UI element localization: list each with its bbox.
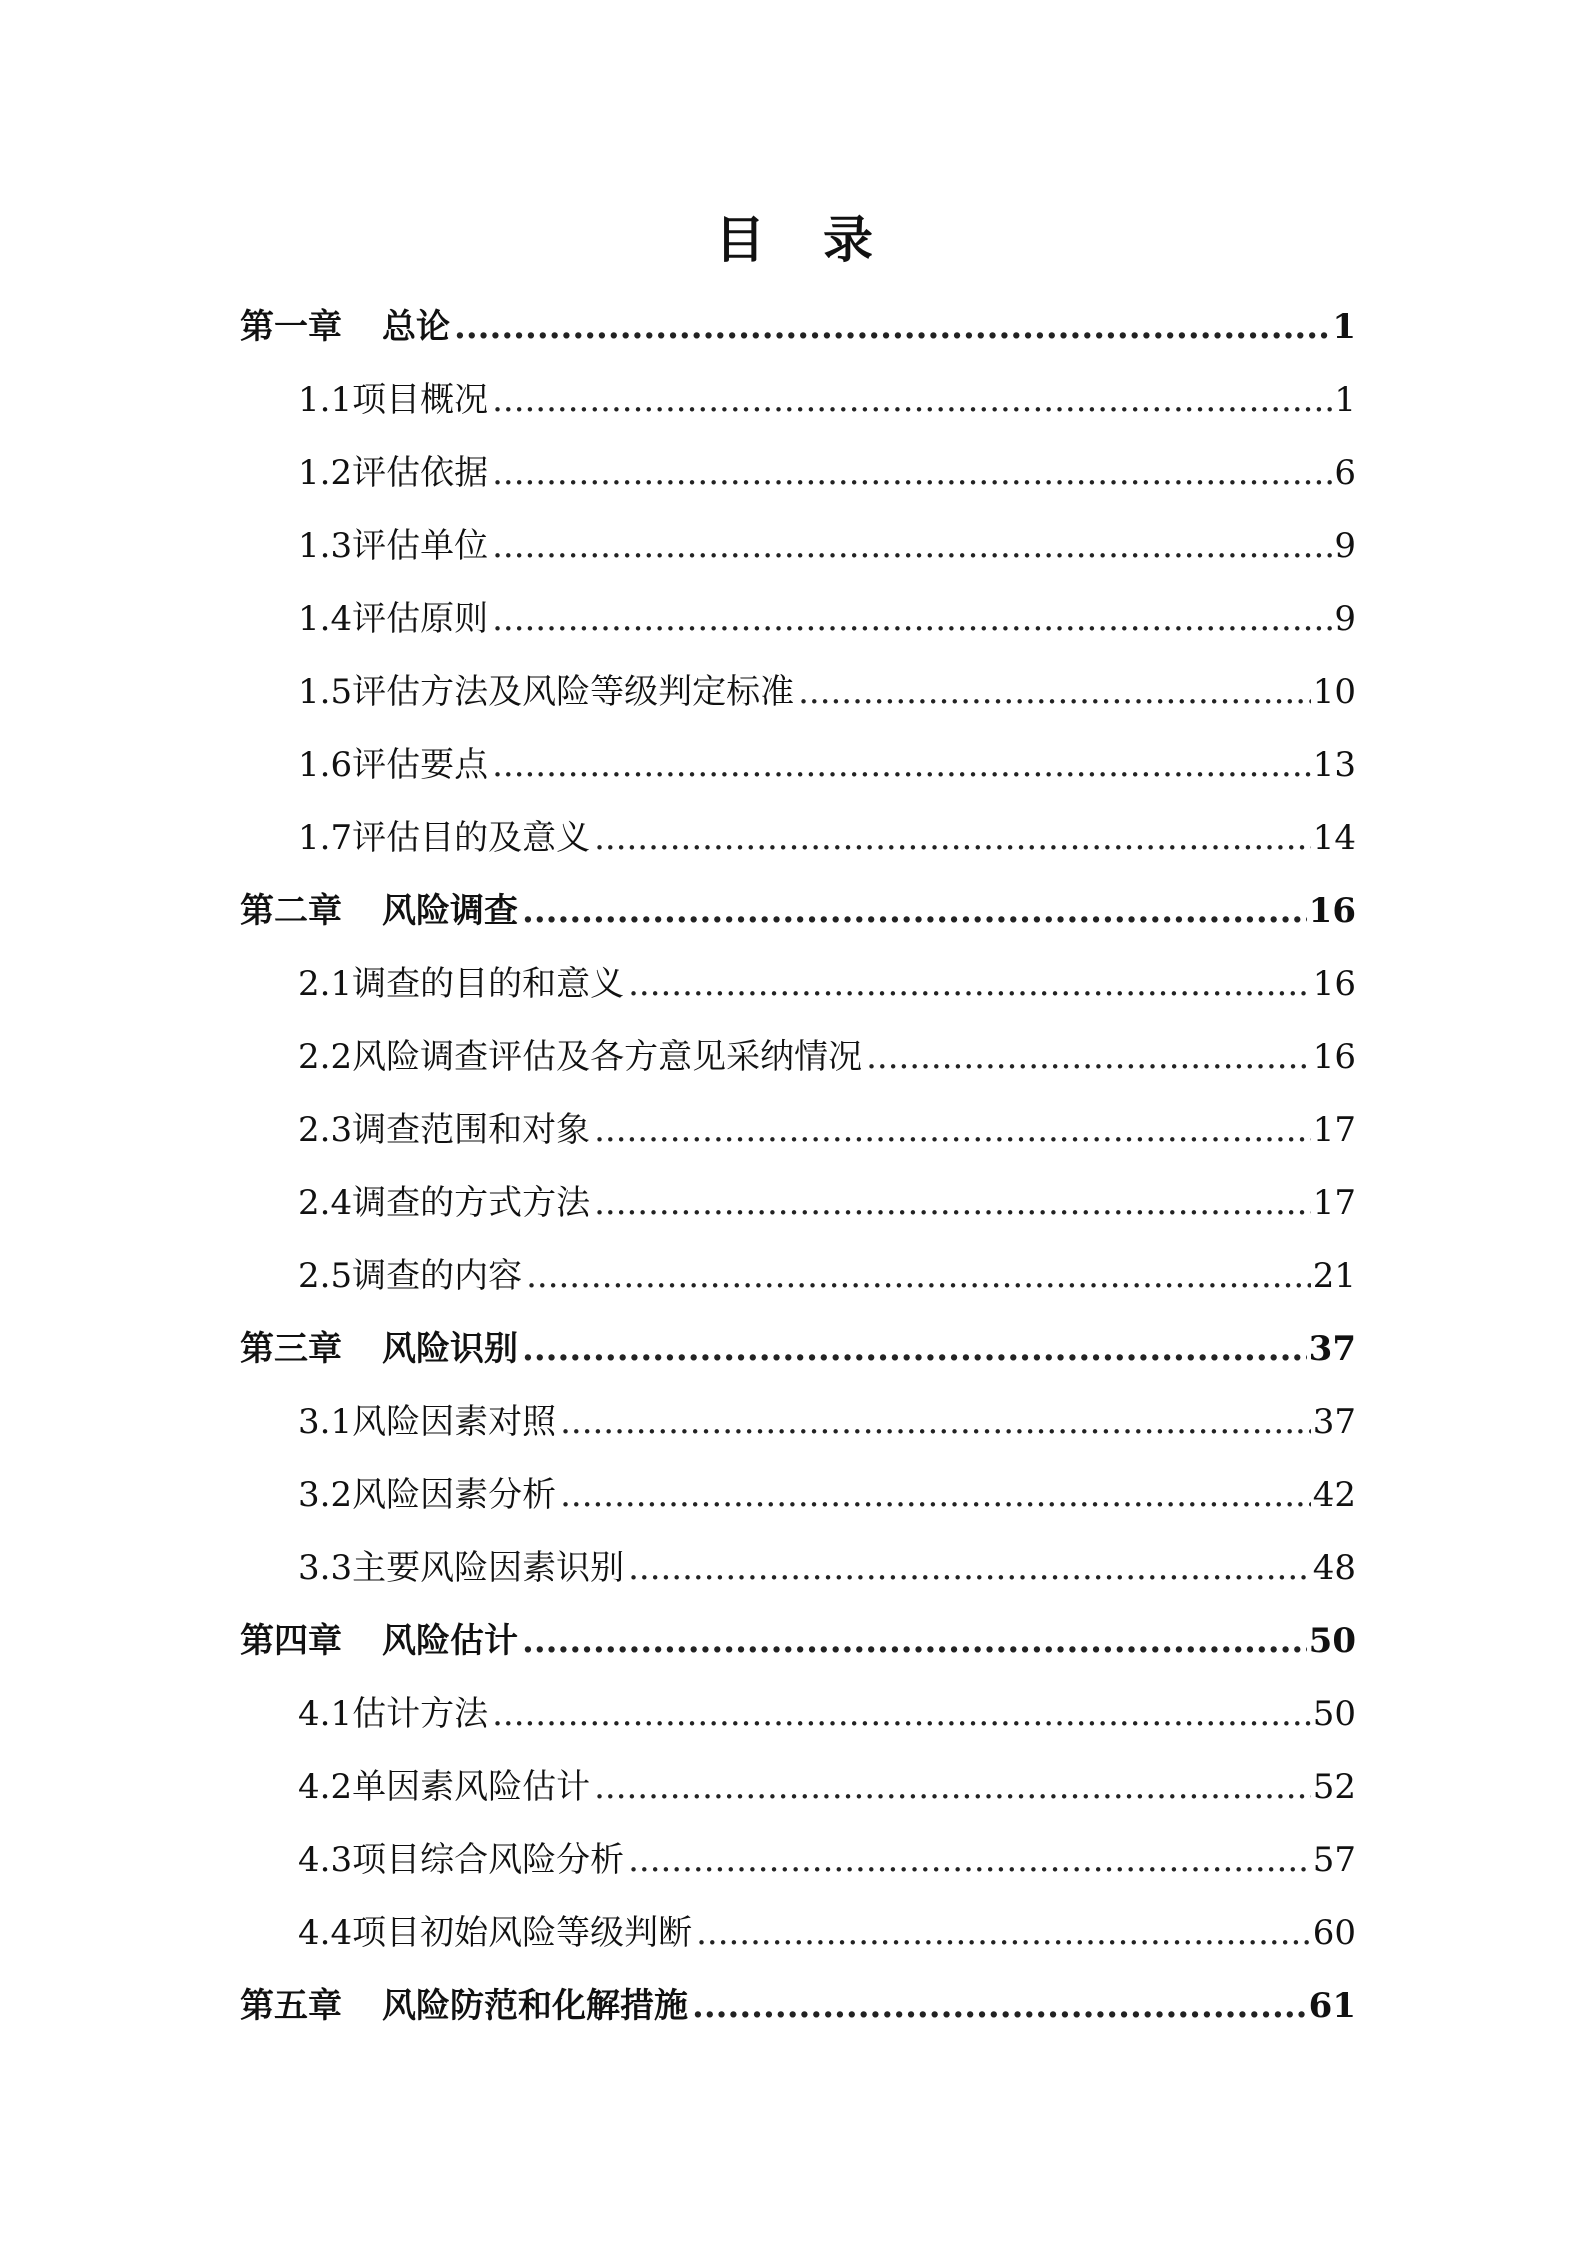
toc-dot-leader bbox=[492, 733, 1311, 797]
toc-chapter-entry[interactable] bbox=[240, 1609, 1356, 1682]
toc-chapter-title: 风险调查 bbox=[382, 891, 518, 931]
toc-page-number: 48 bbox=[1312, 1548, 1356, 1588]
toc-entry-label: 2.2风险调查评估及各方意见采纳情况 bbox=[298, 1037, 863, 1077]
toc-chapter-number: 第二章 bbox=[240, 891, 342, 931]
toc-entry-label: 1.3评估单位 bbox=[298, 526, 489, 566]
toc-dot-leader bbox=[696, 1901, 1311, 1965]
toc-page-number: 42 bbox=[1312, 1475, 1356, 1515]
toc-page-number: 6 bbox=[1334, 453, 1356, 493]
toc-section-entry[interactable] bbox=[240, 952, 1356, 1025]
toc-dot-leader bbox=[866, 1025, 1311, 1089]
toc-dot-leader bbox=[628, 1536, 1311, 1600]
toc-page-number: 37 bbox=[1312, 1402, 1356, 1442]
toc-entry-label: 3.1风险因素对照 bbox=[298, 1402, 557, 1442]
toc-entry-label: 1.4评估原则 bbox=[298, 599, 489, 639]
toc-section-entry[interactable] bbox=[240, 733, 1356, 806]
toc-chapter-title: 总论 bbox=[382, 307, 450, 347]
toc-entry-label: 2.5调查的内容 bbox=[298, 1256, 523, 1296]
toc-page-number: 13 bbox=[1312, 745, 1356, 785]
toc-entry-label: 1.5评估方法及风险等级判定标准 bbox=[298, 672, 795, 712]
toc-entry-label: 4.3项目综合风险分析 bbox=[298, 1840, 625, 1880]
toc-dot-leader bbox=[522, 1609, 1307, 1673]
toc-section-entry[interactable] bbox=[240, 1463, 1356, 1536]
toc-page-number: 17 bbox=[1312, 1110, 1356, 1150]
toc-page-number: 16 bbox=[1312, 1037, 1356, 1077]
toc-entry-label bbox=[240, 879, 518, 943]
toc-entry-label: 1.6评估要点 bbox=[298, 745, 489, 785]
toc-dot-leader bbox=[526, 1244, 1311, 1308]
toc-dot-leader bbox=[560, 1390, 1311, 1454]
toc-page-number: 10 bbox=[1312, 672, 1356, 712]
toc-chapter-number: 第一章 bbox=[240, 307, 342, 347]
toc-page-number: 52 bbox=[1312, 1767, 1356, 1807]
toc-entry-label: 4.1估计方法 bbox=[298, 1694, 489, 1734]
toc-dot-leader bbox=[628, 1828, 1311, 1892]
toc-chapter-entry[interactable] bbox=[240, 1317, 1356, 1390]
toc-section-entry[interactable] bbox=[240, 660, 1356, 733]
toc-page-number: 1 bbox=[1332, 307, 1356, 347]
toc-chapter-title: 风险防范和化解措施 bbox=[382, 1986, 688, 2026]
toc-chapter-title: 风险估计 bbox=[382, 1621, 518, 1661]
toc-chapter-title: 风险识别 bbox=[382, 1329, 518, 1369]
toc-entry-label: 4.2单因素风险估计 bbox=[298, 1767, 591, 1807]
toc-dot-leader bbox=[594, 806, 1311, 870]
toc-section-entry[interactable] bbox=[240, 1244, 1356, 1317]
toc-chapter-entry[interactable] bbox=[240, 879, 1356, 952]
toc-page-number: 37 bbox=[1308, 1329, 1356, 1369]
toc-dot-leader bbox=[594, 1098, 1311, 1162]
toc-page-number: 50 bbox=[1308, 1621, 1356, 1661]
toc-dot-leader bbox=[798, 660, 1311, 724]
toc-section-entry[interactable] bbox=[240, 587, 1356, 660]
toc-page-number: 1 bbox=[1334, 380, 1356, 420]
toc-page-number: 9 bbox=[1334, 526, 1356, 566]
toc-section-entry[interactable] bbox=[240, 1682, 1356, 1755]
toc-dot-leader bbox=[492, 368, 1332, 432]
toc-dot-leader bbox=[492, 1682, 1311, 1746]
toc-entry-label: 2.1调查的目的和意义 bbox=[298, 964, 625, 1004]
toc-dot-leader bbox=[594, 1755, 1311, 1819]
toc-entry-label: 2.4调查的方式方法 bbox=[298, 1183, 591, 1223]
page-title: 目录 bbox=[715, 210, 931, 269]
toc-entry-label: 1.7评估目的及意义 bbox=[298, 818, 591, 858]
toc-entry-label: 2.3调查范围和对象 bbox=[298, 1110, 591, 1150]
toc-list bbox=[240, 295, 1356, 2047]
toc-dot-leader bbox=[492, 514, 1332, 578]
toc-chapter-number: 第五章 bbox=[240, 1986, 342, 2026]
toc-entry-label bbox=[240, 295, 450, 359]
toc-page-number: 60 bbox=[1312, 1913, 1356, 1953]
toc-section-entry[interactable] bbox=[240, 1098, 1356, 1171]
toc-chapter-entry[interactable] bbox=[240, 1974, 1356, 2047]
toc-entry-label bbox=[240, 1974, 688, 2038]
toc-page-number: 14 bbox=[1312, 818, 1356, 858]
toc-dot-leader bbox=[522, 879, 1307, 943]
toc-page-number: 16 bbox=[1308, 891, 1356, 931]
toc-entry-label: 4.4项目初始风险等级判断 bbox=[298, 1913, 693, 1953]
toc-chapter-number: 第四章 bbox=[240, 1621, 342, 1661]
toc-entry-label: 1.2评估依据 bbox=[298, 453, 489, 493]
toc-entry-label: 3.3主要风险因素识别 bbox=[298, 1548, 625, 1588]
toc-page-number: 16 bbox=[1312, 964, 1356, 1004]
toc-section-entry[interactable] bbox=[240, 514, 1356, 587]
toc-entry-label: 3.2风险因素分析 bbox=[298, 1475, 557, 1515]
toc-dot-leader bbox=[560, 1463, 1311, 1527]
toc-dot-leader bbox=[492, 587, 1332, 651]
toc-page-number: 57 bbox=[1312, 1840, 1356, 1880]
toc-page-number: 17 bbox=[1312, 1183, 1356, 1223]
toc-section-entry[interactable] bbox=[240, 806, 1356, 879]
toc-entry-label bbox=[240, 1609, 518, 1673]
toc-dot-leader bbox=[454, 295, 1330, 359]
toc-entry-label: 1.1项目概况 bbox=[298, 380, 489, 420]
toc-chapter-number: 第三章 bbox=[240, 1329, 342, 1369]
toc-dot-leader bbox=[594, 1171, 1311, 1235]
toc-page-number: 21 bbox=[1312, 1256, 1356, 1296]
toc-entry-label bbox=[240, 1317, 518, 1381]
toc-section-entry[interactable] bbox=[240, 441, 1356, 514]
toc-section-entry[interactable] bbox=[240, 1171, 1356, 1244]
toc-section-entry[interactable] bbox=[240, 368, 1356, 441]
toc-section-entry[interactable] bbox=[240, 1755, 1356, 1828]
toc-page-number: 61 bbox=[1308, 1986, 1356, 2026]
toc-dot-leader bbox=[522, 1317, 1307, 1381]
toc-section-entry[interactable] bbox=[240, 1536, 1356, 1609]
toc-section-entry[interactable] bbox=[240, 1901, 1356, 1974]
toc-section-entry[interactable] bbox=[240, 1390, 1356, 1463]
toc-dot-leader bbox=[492, 441, 1332, 505]
toc-dot-leader bbox=[628, 952, 1311, 1016]
toc-section-entry[interactable] bbox=[240, 1025, 1356, 1098]
toc-page-number: 9 bbox=[1334, 599, 1356, 639]
toc-section-entry[interactable] bbox=[240, 1828, 1356, 1901]
toc-chapter-entry[interactable] bbox=[240, 295, 1356, 368]
toc-dot-leader bbox=[692, 1974, 1307, 2038]
toc-page-number: 50 bbox=[1312, 1694, 1356, 1734]
